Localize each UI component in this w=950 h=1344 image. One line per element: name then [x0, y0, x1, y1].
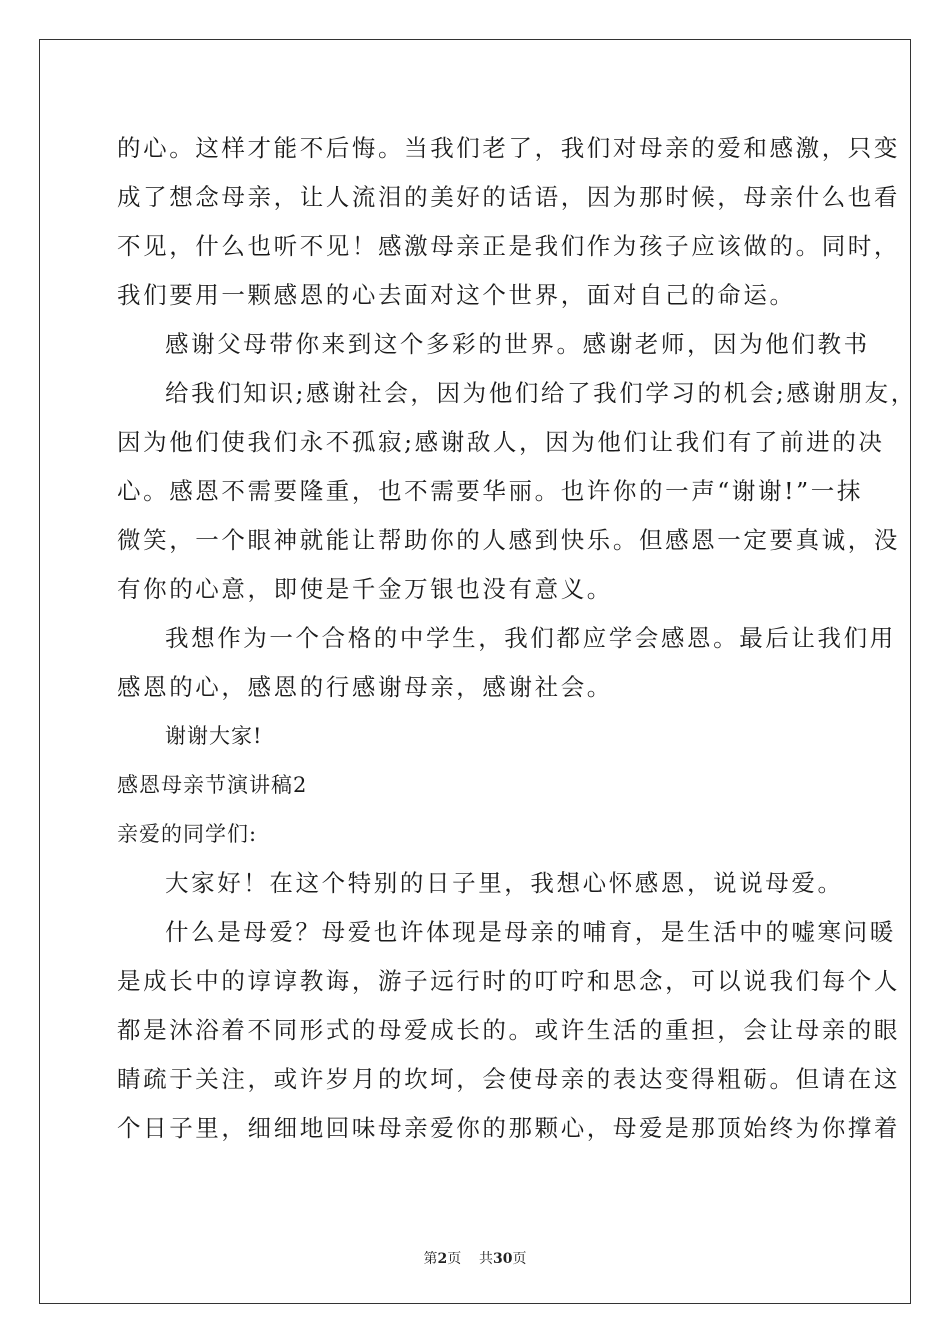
- text-line: 感谢父母带你来到这个多彩的世界。感谢老师，因为他们教书: [165, 330, 870, 358]
- text-line: 都是沐浴着不同形式的母爱成长的。或许生活的重担，会让母亲的眼: [117, 1016, 900, 1044]
- text-line: 感恩的心，感恩的行感谢母亲，感谢社会。: [117, 673, 613, 701]
- text-line: 个日子里，细细地回味母亲爱你的那颗心，母爱是那顶始终为你撑着: [117, 1114, 900, 1142]
- text-line: 给我们知识;感谢社会，因为他们给了我们学习的机会;感谢朋友，: [165, 379, 917, 407]
- text-line: 微笑，一个眼神就能让帮助你的人感到快乐。但感恩一定要真诚，没: [117, 526, 900, 554]
- text-line: 成了想念母亲，让人流泪的美好的话语，因为那时候，母亲什么也看: [117, 183, 900, 211]
- document-body: [117, 124, 917, 1153]
- page-footer: [0, 1248, 950, 1268]
- text-line: 我想作为一个合格的中学生，我们都应学会感恩。最后让我们用: [165, 624, 896, 652]
- text-line: 我们要用一颗感恩的心去面对这个世界，面对自己的命运。: [117, 281, 796, 309]
- total-pages: 30: [493, 1251, 513, 1267]
- footer-total-prefix: 共: [479, 1251, 494, 1267]
- text-line: 谢谢大家!: [165, 724, 263, 748]
- text-line: 因为他们使我们永不孤寂;感谢敌人，因为他们让我们有了前进的决: [117, 428, 885, 456]
- text-line: 心。感恩不需要隆重，也不需要华丽。也许你的一声“谢谢!”一抹: [117, 477, 863, 505]
- section-title: 感恩母亲节演讲稿2: [117, 773, 308, 797]
- salutation: 亲爱的同学们:: [117, 822, 258, 846]
- footer-prefix: 第: [423, 1251, 438, 1267]
- footer-total-suffix: 页: [512, 1251, 527, 1267]
- text-line: 不见，什么也听不见！感激母亲正是我们作为孩子应该做的。同时，: [117, 232, 900, 260]
- text-line: 有你的心意，即使是千金万银也没有意义。: [117, 575, 613, 603]
- text-line: 是成长中的谆谆教诲，游子远行时的叮咛和思念，可以说我们每个人: [117, 967, 900, 995]
- text-line: 什么是母爱？母爱也许体现是母亲的哺育，是生活中的嘘寒问暖: [165, 918, 896, 946]
- text-line: 睛疏于关注，或许岁月的坎坷，会使母亲的表达变得粗砺。但请在这: [117, 1065, 900, 1093]
- page-number: 2: [437, 1251, 448, 1267]
- text-line: 的心。这样才能不后悔。当我们老了，我们对母亲的爱和感激，只变: [117, 134, 900, 162]
- footer-page-suffix: 页: [447, 1251, 462, 1267]
- text-line: 大家好！在这个特别的日子里，我想心怀感恩，说说母爱。: [165, 869, 844, 897]
